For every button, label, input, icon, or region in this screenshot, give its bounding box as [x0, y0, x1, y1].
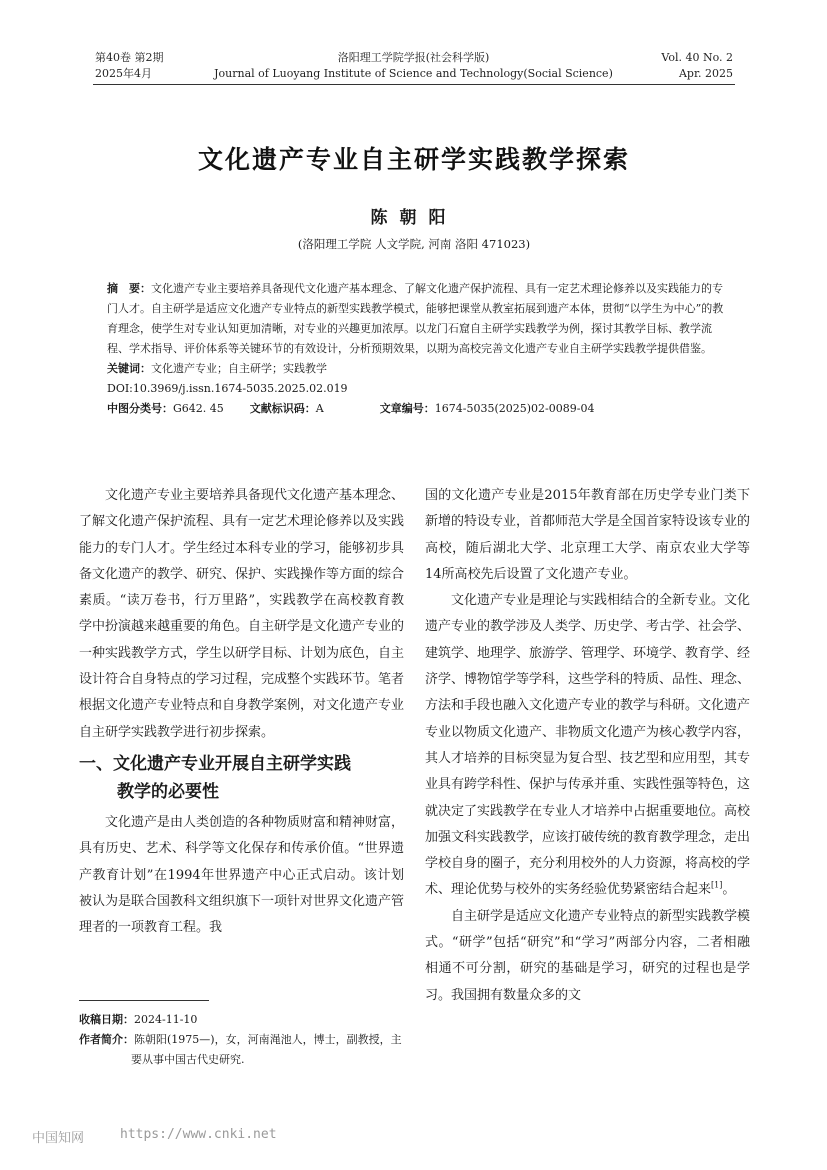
header-volume-issue: 第40卷 第2期	[95, 51, 164, 64]
header-journal-en: Journal of Luoyang Institute of Science and Technology(Social Science)	[214, 67, 613, 80]
citation-ref-1[interactable]: [1]	[711, 881, 723, 891]
body-column-left	[79, 483, 404, 941]
paragraph-interdisciplinary	[425, 588, 750, 904]
paragraph-self-study: 自主研学是适应文化遗产专业特点的新型实践教学模式。“研学”包括“研究”和“学习”两部分内容，二者相融相通不可分割，研究的基础是学习，研究的过程也是学习。我国拥有数量众多的文	[425, 908, 751, 1003]
paragraph-continued: 国的文化遗产专业是2015年教育部在历史学专业门类下新增的特设专业，首都师范大学是全国首家特设该专业的高校，随后湖北大学、北京理工大学、南京农业大学等14所高校先后设置了文化遗产专业。	[425, 488, 751, 582]
abstract-label: 摘 要：	[107, 282, 151, 295]
article-number-value: 1674-5035(2025)02-0089-04	[434, 402, 595, 415]
header-divider	[93, 84, 735, 85]
header-journal-cn: 洛阳理工学院学报(社会科学版)	[337, 51, 490, 64]
body-column-right	[425, 483, 750, 1009]
doc-code-value: A	[315, 402, 324, 415]
clc-value: G642. 45	[173, 402, 224, 415]
article-title: 文化遗产专业自主研学实践教学探索	[197, 145, 630, 174]
doc-code-label: 文献标识码：	[249, 402, 316, 415]
header-volume-en	[600, 50, 733, 82]
keywords-text: 文化遗产专业；自主研学；实践教学	[151, 362, 327, 375]
doi: DOI:10.3969/j.issn.1674-5035.2025.02.019	[107, 382, 348, 395]
paragraph-interdisciplinary-text: 文化遗产专业是理论与实践相结合的全新专业。文化遗产专业的教学涉及人类学、历史学、考古学、社会学、建筑学、地理学、旅游学、管理学、环境学、教育学、经济学、博物馆学等学科，这些学科的特质、品性、理念、方法和手段也融入文化遗产专业的教学与科研。文化遗产专业以物质文化遗产、非物质文化遗产为核心教学内容，其人才培养的目标突显为复合型、技艺型和应用型，其专业具有跨学科性、保护与传承并重、实践性强等特色，这就决定了实践教学在专业人才培养中占据重要地位。高校加强文科实践教学，应该打破传统的教育教学理念，走出学校自身的圈子，充分利用校外的人力资源，将高校的学术、理论优势与校外的实务经验优势紧密结合起来	[425, 593, 751, 898]
author-affiliation: (洛阳理工学院 人文学院, 河南 洛阳 471023)	[297, 237, 531, 251]
abstract-text: 文化遗产专业主要培养具备现代文化遗产基本理念、了解文化遗产保护流程、具有一定艺术理论修养以及实践能力的专门人才。自主研学是适应文化遗产专业特点的新型实践教学模式，能够把课堂从教室拓展到遗产本体，贯彻“以学生为中心”的教育理念，使学生对专业认知更加清晰，对专业的兴趣更加浓厚。以龙门石窟自主研学实践教学为例，探讨其教学目标、教学流程、学术指导、评价体系等关键环节的有效设计，分析预期效果，以期为高校完善文化遗产专业自主研学实践教学提供借鉴。	[107, 282, 724, 355]
keywords	[107, 359, 731, 379]
paragraph-interdisciplinary-end: 。	[722, 882, 736, 898]
paragraph-section1: 文化遗产是由人类创造的各种物质财富和精神财富，具有历史、艺术、科学等文化保存和传承价值。“世界遗产教育计划”在1994年世界遗产中心正式启动。该计划被认为是联合国教科文组织旗下一项针对世界文化遗产管理者的一项教育工程。我	[79, 814, 405, 936]
keywords-label: 关键词：	[107, 362, 151, 375]
author-bio	[79, 1030, 409, 1070]
header-date-en: Apr. 2025	[678, 67, 733, 80]
article-number-label: 文章编号：	[379, 402, 435, 415]
bio-line2: 要从事中国古代史研究.	[131, 1053, 245, 1066]
clc-label: 中图分类号：	[107, 402, 173, 415]
section-heading-1-line1: 一、文化遗产专业开展自主研学实践	[79, 753, 351, 774]
cnki-url-watermark: https://www.cnki.net	[120, 1127, 277, 1142]
header-vol-en: Vol. 40 No. 2	[661, 51, 733, 64]
section-heading-1-line2: 教学的必要性	[117, 781, 219, 802]
section-heading-1	[79, 750, 404, 806]
cnki-watermark: 中国知网	[32, 1131, 85, 1146]
header-journal	[200, 50, 627, 82]
footnote-divider	[79, 1000, 209, 1001]
bio-line1: 陈朝阳(1975—)，女，河南渑池人，博士，副教授，主	[134, 1033, 402, 1046]
header-date: 2025年4月	[95, 67, 152, 80]
received-value: 2024-11-10	[134, 1013, 198, 1026]
classification	[107, 399, 731, 419]
author-name: 陈朝阳	[370, 208, 458, 228]
bio-label: 作者简介：	[79, 1033, 134, 1046]
received-label: 收稿日期：	[79, 1013, 134, 1026]
abstract	[107, 279, 731, 359]
received-date	[79, 1010, 409, 1030]
footnote	[79, 1010, 409, 1070]
abstract-block	[107, 279, 731, 419]
paragraph-intro: 文化遗产专业主要培养具备现代文化遗产基本理念、了解文化遗产保护流程、具有一定艺术理论修养以及实践能力的专门人才。学生经过本科专业的学习，能够初步具备文化遗产的教学、研究、保护、实践操作等方面的综合素质。“读万卷书，行万里路”，实践教学在高校教育教学中扮演越来越重要的角色。自主研学是文化遗产专业的一种实践教学方式，学生以研学目标、计划为底色，自主设计符合自身特点的学习过程，完成整个实践环节。笔者根据文化遗产专业特点和自身教学案例，对文化遗产专业自主研学实践教学进行初步探索。	[79, 488, 405, 740]
